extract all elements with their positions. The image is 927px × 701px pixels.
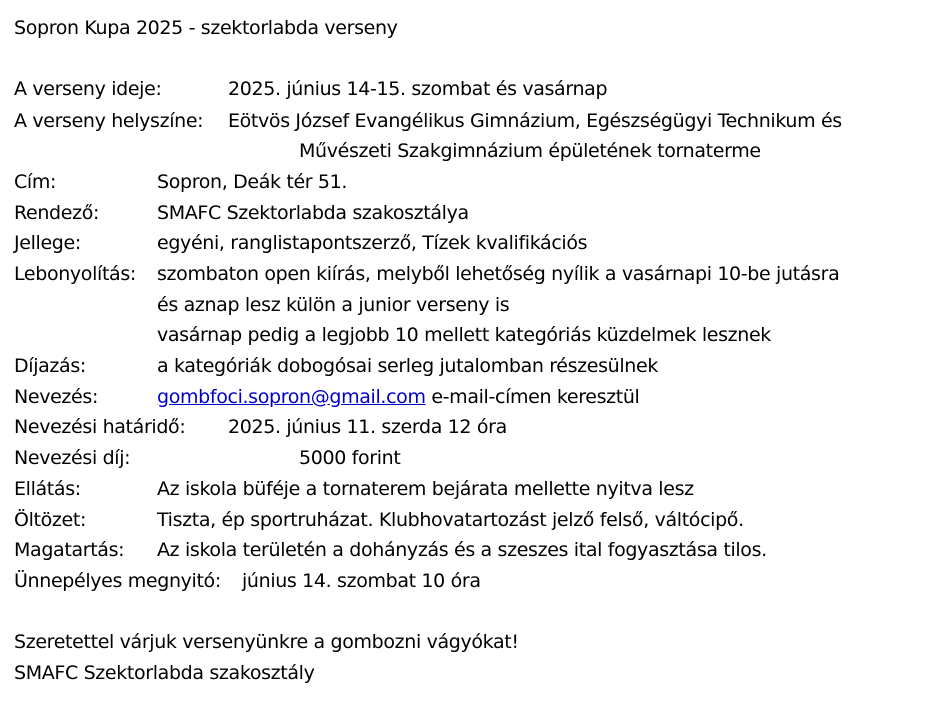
value-hatarido: 2025. június 11. szerda 12 óra [228,416,507,438]
value-dij: 5000 forint [299,447,401,469]
value-nevezes [157,382,639,412]
value-verseny-ideje: 2025. június 14-15. szombat és vasárnap [228,78,608,100]
value-helyszin: Eötvös József Evangélikus Gimnázium, Egészségügyi Technikum és [228,110,842,132]
label-nevezes: Nevezés: [14,386,98,408]
label-helyszin: A verseny helyszíne: [14,110,204,132]
label-megnyito: Ünnepélyes megnyitó: [14,570,221,592]
value-megnyito: június 14. szombat 10 óra [242,570,481,592]
value-helyszin-cont: Művészeti Szakgimnázium épületének tornaterme [299,140,761,162]
label-magatartas: Magatartás: [14,539,125,561]
label-hatarido: Nevezési határidő: [14,416,186,438]
value-oltozet: Tiszta, ép sportruházat. Klubhovatartozást jelző felső, váltócipő. [157,509,744,531]
value-rendezo: SMAFC Szektorlabda szakosztálya [157,202,469,224]
label-cim: Cím: [14,171,57,193]
label-oltozet: Öltözet: [14,509,87,531]
label-rendezo: Rendező: [14,202,100,224]
closing-greeting: Szeretettel várjuk versenyünkre a gombozni vágyókat! [14,631,519,653]
label-verseny-ideje: A verseny ideje: [14,78,162,100]
value-lebonyolitas-cont1: és aznap lesz külön a junior verseny is [157,294,510,316]
value-cim: Sopron, Deák tér 51. [157,171,348,193]
value-lebonyolitas: szombaton open kiírás, melyből lehetőség nyílik a vasárnapi 10-be jutásra [157,263,840,285]
email-link[interactable]: gombfoci.sopron@gmail.com [157,386,426,408]
label-dij: Nevezési díj: [14,447,131,469]
label-dijazas: Díjazás: [14,355,86,377]
page-title: Sopron Kupa 2025 - szektorlabda verseny [14,17,398,39]
label-lebonyolitas: Lebonyolítás: [14,263,136,285]
value-magatartas: Az iskola területén a dohányzás és a szeszes ital fogyasztása tilos. [157,539,767,561]
value-lebonyolitas-cont2: vasárnap pedig a legjobb 10 mellett kategóriás küzdelmek lesznek [157,324,771,346]
value-dijazas: a kategóriák dobogósai serleg jutalomban részesülnek [157,355,658,377]
label-jellege: Jellege: [14,232,81,254]
value-jellege: egyéni, ranglistapontszerző, Tízek kvalifikációs [157,232,588,254]
value-ellatas: Az iskola büféje a tornaterem bejárata mellette nyitva lesz [157,478,694,500]
closing-signature: SMAFC Szektorlabda szakosztály [14,662,315,684]
email-suffix: e-mail-címen keresztül [425,386,640,408]
label-ellatas: Ellátás: [14,478,81,500]
